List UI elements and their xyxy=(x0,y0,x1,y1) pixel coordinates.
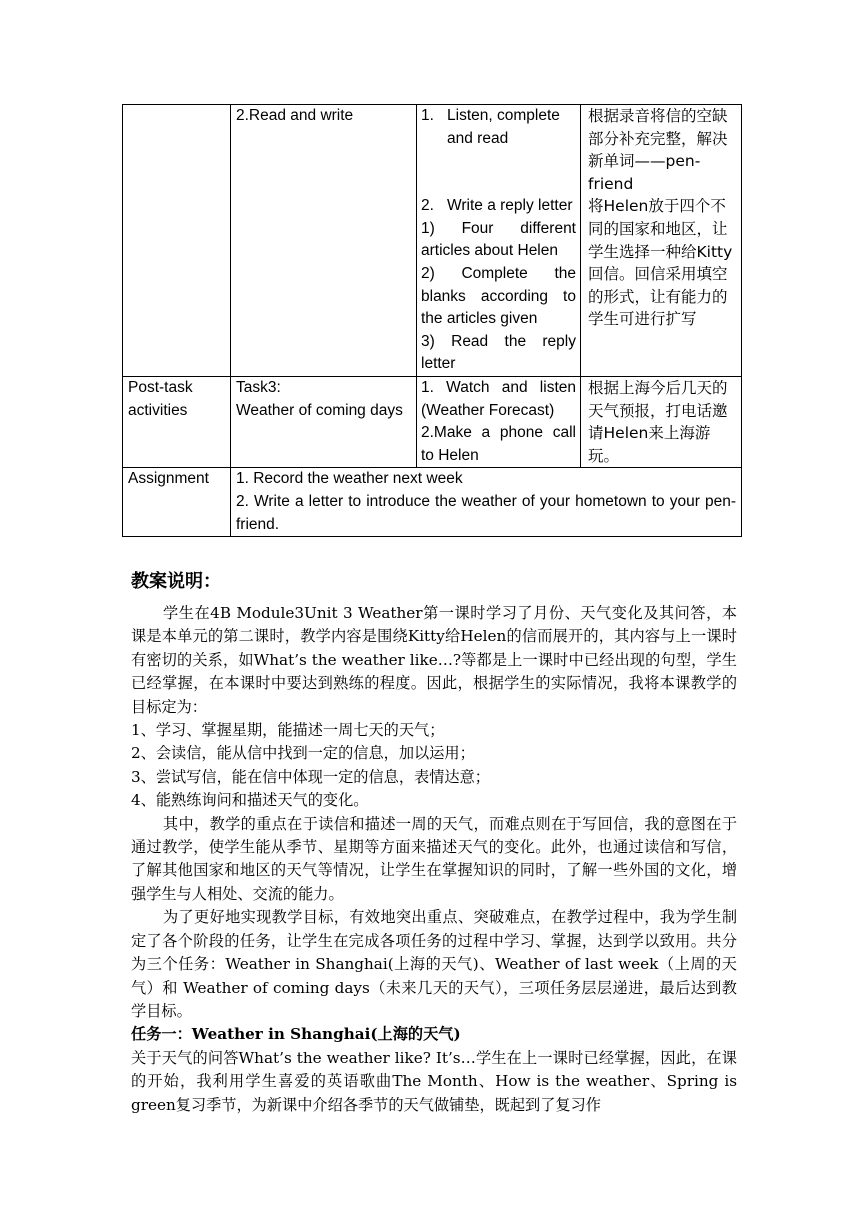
activity-item-2: 2.Make a phone call to Helen xyxy=(421,424,576,464)
notes-heading: 教案说明： xyxy=(131,571,221,592)
assignment-cell xyxy=(231,468,742,537)
activity-item-1: 1. Listen, complete and read xyxy=(421,107,560,147)
purpose-text: 根据上海今后几天的天气预报，打电话邀请Helen来上海游玩。 xyxy=(588,378,728,465)
purpose-text-2: 将Helen放于四个不同的国家和地区，让学生选择一种给Kitty回信。回信采用填空的形式，让有能力的学生可进行扩写 xyxy=(588,197,733,329)
table-row-read-and-write xyxy=(123,105,742,377)
purpose-cell xyxy=(581,105,742,377)
activity-sub-1: 1) Four different articles about Helen xyxy=(421,219,576,260)
stage-cell: Assignment xyxy=(123,468,231,537)
assignment-item-1: 1. Record the weather next week xyxy=(236,470,463,488)
notes-paragraph-1: 学生在4B Module3Unit 3 Weather第一课时学习了月份、天气变化及其问答，本课是本单元的第二课时，教学内容是围绕Kitty给Helen的信而展开的，其内容与上一课时有密切的关系，如What’s the weather like…?等都是上一课时中已经出现的句型，学生已经掌握，在本课时中要达到熟练的程度。因此，根据学生的实际情况，我将本课教学的目标定为： xyxy=(131,604,737,716)
stage-cell: Post-task activities xyxy=(123,376,231,467)
activity-sub-3: 3) Read the reply letter xyxy=(421,332,576,373)
task-cell xyxy=(231,376,417,467)
notes-paragraph-4: 关于天气的问答What’s the weather like? It’s…学生在上一课时已经掌握，因此，在课的开始，我利用学生喜爱的英语歌曲The Month、How is the weather、Spring is green复习季节，为新课中介绍各季节的天气做铺垫，既起到了复习作 xyxy=(131,1048,737,1114)
task-cell: 2.Read and write xyxy=(231,105,417,377)
stage-cell xyxy=(123,105,231,377)
activity-item-2: 2. Write a reply letter xyxy=(421,197,573,215)
goal-item-3: 3、尝试写信，能在信中体现一定的信息，表情达意； xyxy=(131,767,490,786)
table-row-post-task xyxy=(123,376,742,467)
activity-sub-2: 2) Complete the blanks according to the articles given xyxy=(421,264,576,328)
task1-heading: 任务一：Weather in Shanghai(上海的天气) xyxy=(131,1025,461,1044)
activities-cell xyxy=(417,105,581,377)
lesson-plan-table xyxy=(122,104,742,537)
table-row-assignment xyxy=(123,468,742,537)
purpose-text-1: 根据录音将信的空缺部分补充完整，解决新单词——pen-friend xyxy=(588,107,728,193)
task-title: Weather of coming days xyxy=(236,401,403,419)
lesson-notes xyxy=(131,566,737,1117)
notes-paragraph-3: 为了更好地实现教学目标，有效地突出重点、突破难点，在教学过程中，我为学生制定了各个阶段的任务，让学生在完成各项任务的过程中学习、掌握，达到学以致用。共分为三个任务：Weather in Shanghai(上海的天气)、Weather of last week（上周的天气）和 Weather of coming days（未来几天的天气），三项任务层层递进，最后达到教学目标。 xyxy=(131,908,737,1020)
goal-item-4: 4、能熟练询问和描述天气的变化。 xyxy=(131,791,369,810)
assignment-item-2: 2. Write a letter to introduce the weather of your hometown to your pen-friend. xyxy=(236,492,736,533)
goal-item-2: 2、会读信，能从信中找到一定的信息，加以运用； xyxy=(131,744,475,763)
goal-item-1: 1、学习、掌握星期，能描述一周七天的天气； xyxy=(131,721,445,740)
task-label: Task3: xyxy=(236,378,281,396)
notes-paragraph-2: 其中，教学的重点在于读信和描述一周的天气，而难点则在于写回信，我的意图在于通过教学，使学生能从季节、星期等方面来描述天气的变化。此外，也通过读信和写信，了解其他国家和地区的天气等情况，让学生在掌握知识的同时，了解一些外国的文化，增强学生与人相处、交流的能力。 xyxy=(131,814,737,903)
activity-item-1: 1. Watch and listen (Weather Forecast) xyxy=(421,378,576,419)
purpose-cell xyxy=(581,376,742,467)
activities-cell xyxy=(417,376,581,467)
